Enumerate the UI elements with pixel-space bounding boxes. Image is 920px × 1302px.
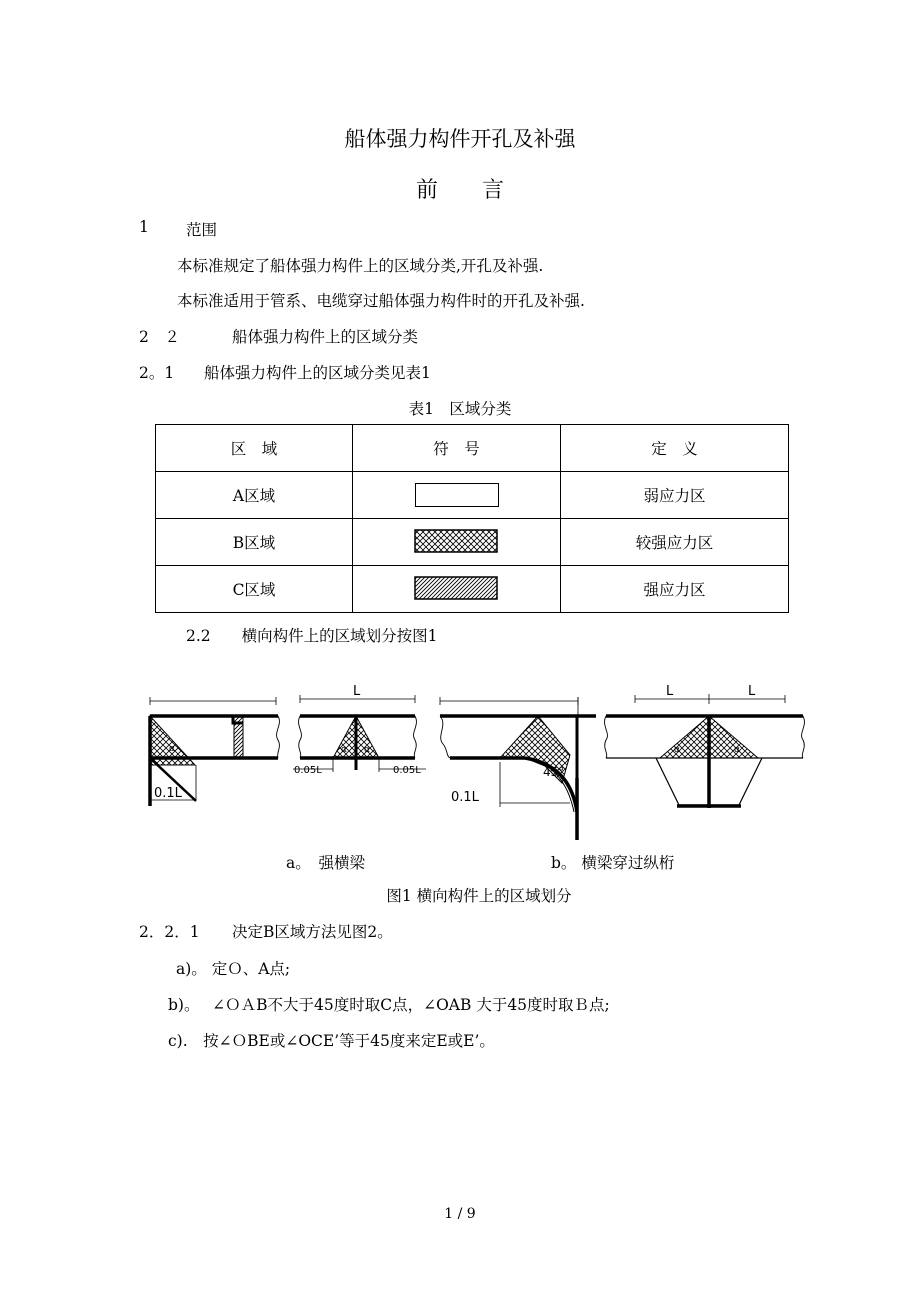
- table-caption: 表1 区域分类: [408, 400, 512, 418]
- figure-1-drawing: [130, 670, 810, 850]
- section-2-1-number: 2。1: [139, 364, 175, 382]
- list-item-a: a)。 定Ｏ、A点;: [176, 960, 291, 978]
- definition-cell: 强应力区: [561, 566, 789, 613]
- dimension-0-05L-left: 0.05L: [294, 765, 322, 776]
- zone-cell: C区域: [156, 566, 353, 613]
- header-symbol: 符 号: [353, 425, 561, 472]
- section-1-number: 1: [139, 218, 149, 236]
- table-header-row: [156, 425, 789, 472]
- figure-subcaption-b: b。 横梁穿过纵桁: [551, 854, 675, 872]
- diagram-girder-with-beam: [293, 684, 426, 776]
- table-row: [156, 472, 789, 519]
- section-2-number: 2 ２: [139, 328, 180, 346]
- section-1-title: 范围: [186, 221, 218, 239]
- dimension-L-1: L: [353, 684, 361, 699]
- zone-cell: A区域: [156, 472, 353, 519]
- alpha-label: α: [169, 744, 175, 754]
- table-row: [156, 519, 789, 566]
- dimension-L-2: L: [666, 684, 674, 699]
- blank-symbol: [415, 483, 499, 507]
- dimension-0-1L-right: 0.1L: [451, 790, 479, 805]
- alpha-label: α: [734, 745, 740, 755]
- diagram-curved-bracket: [440, 697, 596, 840]
- alpha-label: α: [364, 745, 370, 755]
- table-row: [156, 566, 789, 613]
- section-2-1-text: 船体强力构件上的区域分类见表1: [204, 364, 431, 382]
- page-number: 1 / 9: [444, 1206, 476, 1222]
- dimension-L-3: L: [748, 684, 756, 699]
- section-1-paragraph-2: 本标准适用于管系、电缆穿过船体强力构件时的开孔及补强.: [177, 292, 585, 310]
- dimension-0-1L-left: 0.1L: [154, 786, 182, 801]
- alpha-label: α: [674, 745, 680, 755]
- diagram-beam-through-girder: [605, 684, 805, 808]
- section-2-2-1-text: 决定B区域方法见图2。: [232, 923, 393, 941]
- crosshatch-symbol: [414, 529, 499, 555]
- document-title: 船体强力构件开孔及补强: [344, 127, 576, 151]
- zone-cell: B区域: [156, 519, 353, 566]
- preface-heading: 前 言: [415, 178, 504, 203]
- symbol-cell: [353, 519, 561, 566]
- figure-subcaption-a: a。 强横梁: [286, 854, 365, 872]
- alpha-label: α: [341, 745, 347, 755]
- section-2-2-1-number: 2．2．1: [139, 923, 200, 941]
- header-definition: 定 义: [561, 425, 789, 472]
- definition-cell: 弱应力区: [561, 472, 789, 519]
- list-item-b: b)。 ∠ＯＡB不大于45度时取C点，∠OAB 大于45度时取Ｂ点;: [168, 996, 610, 1014]
- diagram-corner-bracket: [150, 697, 279, 806]
- section-2-2-text: 2.2 横向构件上的区域划分按图1: [186, 627, 438, 645]
- angle-45-label: 45°: [543, 765, 565, 779]
- symbol-cell: [353, 566, 561, 613]
- header-zone: 区 域: [156, 425, 353, 472]
- diagonal-hatch-symbol: [414, 576, 499, 602]
- figure-1-caption: 图1 横向构件上的区域划分: [386, 887, 572, 905]
- section-1-paragraph-1: 本标准规定了船体强力构件上的区域分类,开孔及补强.: [177, 257, 544, 275]
- definition-cell: 较强应力区: [561, 519, 789, 566]
- zone-classification-table: [155, 424, 789, 613]
- symbol-cell: [353, 472, 561, 519]
- list-item-c: c). 按∠ＯBE或∠OCE’等于45度来定E或E’。: [168, 1032, 495, 1050]
- dimension-0-05L-right: 0.05L: [393, 765, 421, 776]
- section-2-title: 船体强力构件上的区域分类: [232, 328, 419, 346]
